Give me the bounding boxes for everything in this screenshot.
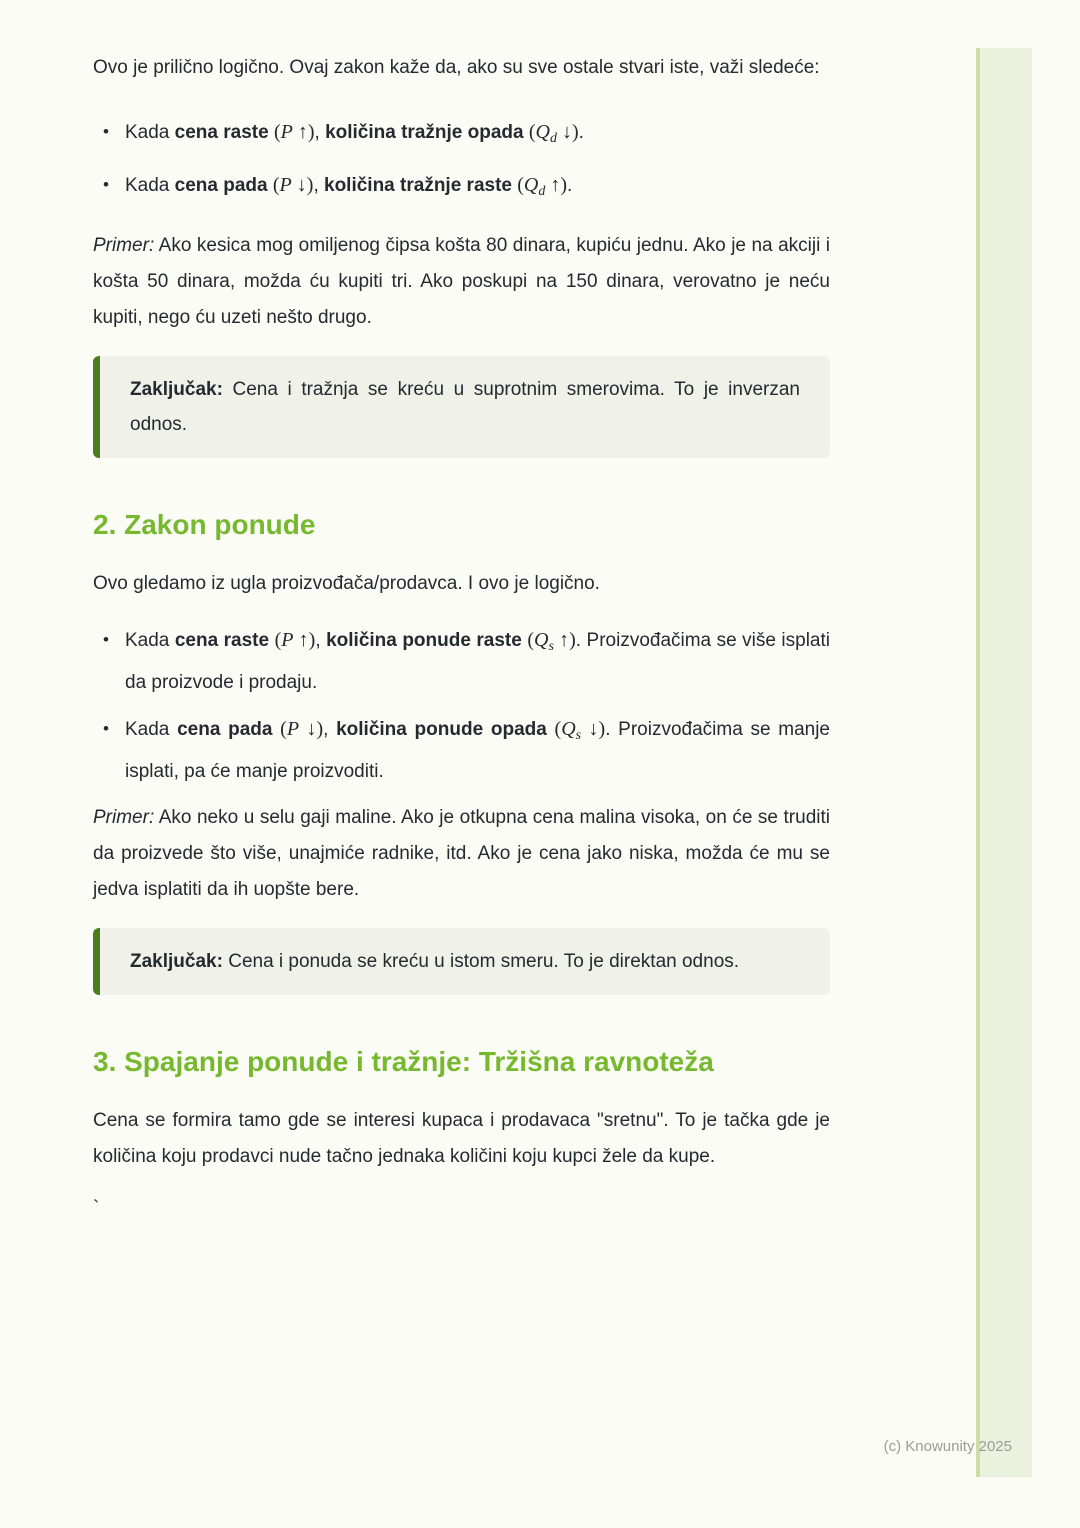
math-term: (P ↓) [272,174,314,196]
bullet-icon: • [103,122,109,141]
bullet-text: Kada cena pada (P ↓), količina tražnje raste ($Q_d$ ↑). [125,174,573,199]
example-paragraph [93,228,830,336]
bullet-text: Kada cena pada (P ↓), količina ponude opada ($Q_s$ ↓). Proizvođačima se manje isplati, pa će manje proizvoditi. [125,718,830,782]
section-heading-supply: 2. Zakon ponude [93,509,316,540]
demand-bullet-list [93,114,830,210]
bullet-icon: • [103,630,109,649]
math-term: (P ↑) [274,629,316,651]
intro-paragraph [93,50,830,86]
conclusion-text: Cena i ponuda se kreću u istom smeru. To je direktan odnos. [222,951,740,972]
equilibrium-paragraph [93,1103,830,1175]
supply-intro-paragraph [93,566,830,602]
example-label: Primer: [93,235,155,256]
example-text: Ako kesica mog omiljenog čipsa košta 80 dinara, kupiću jednu. Ako je na akciji i košta 50 dinara, možda ću kupiti tri. Ako poskupi na 150 dinara, verovatno je neću kupiti, nego ću uzeti nešto drugo. [93,235,830,328]
list-item [93,622,830,701]
section-heading-equilibrium: 3. Spajanje ponude i tražnje: Tržišna ravnoteža [93,1046,714,1077]
supply-bullet-list [93,622,830,790]
math-term: ($Q_s$ ↓) [554,718,606,743]
intro-text: Ovo je prilično logično. Ovaj zakon kaže da, ako su sve ostale stvari iste, važi sledeće: [93,57,820,78]
document-content [93,50,830,1227]
example-paragraph [93,800,830,908]
equilibrium-text: Cena se formira tamo gde se interesi kupaca i prodavaca "sretnu". To je tačka gde je količina koju prodavci nude tačno jednaka količini koju kupci žele da kupe. [93,1110,830,1167]
stray-backtick: ` [93,1198,100,1219]
example-text: Ako neko u selu gaji maline. Ako je otkupna cena malina visoka, on će se truditi da proizvede što više, unajmiće radnike, itd. Ako je cena jako niska, možda će mu se jedva isplatiti da ih uopšte bere. [93,807,830,900]
math-term: (P ↓) [280,718,324,740]
page-edge-stripe [976,48,1032,1477]
conclusion-callout [93,928,830,995]
math-term: ($Q_d$ ↑) [517,174,568,199]
supply-intro-text: Ovo gledamo iz ugla proizvođača/prodavca. I ovo je logično. [93,573,600,594]
example-label: Primer: [93,807,155,828]
bullet-icon: • [103,175,109,194]
conclusion-label: Zaključak: [130,379,223,400]
list-item [93,114,830,157]
conclusion-callout [93,356,830,458]
bullet-icon: • [103,719,109,738]
conclusion-label: Zaključak: [130,951,223,972]
conclusion-text: Cena i tražnja se kreću u suprotnim smerovima. To je inverzan odnos. [130,379,800,435]
copyright-notice: (c) Knowunity 2025 [883,1438,1012,1455]
bullet-text: Kada cena raste (P ↑), količina ponude raste ($Q_s$ ↑). Proizvođačima se više isplati da proizvode i prodaju. [125,629,831,693]
list-item [93,711,830,790]
math-term: ($Q_d$ ↓) [528,121,579,146]
math-term: (P ↑) [273,121,315,143]
list-item [93,167,830,210]
bullet-text: Kada cena raste (P ↑), količina tražnje opada ($Q_d$ ↓). [125,121,584,146]
math-term: ($Q_s$ ↑) [527,629,576,654]
